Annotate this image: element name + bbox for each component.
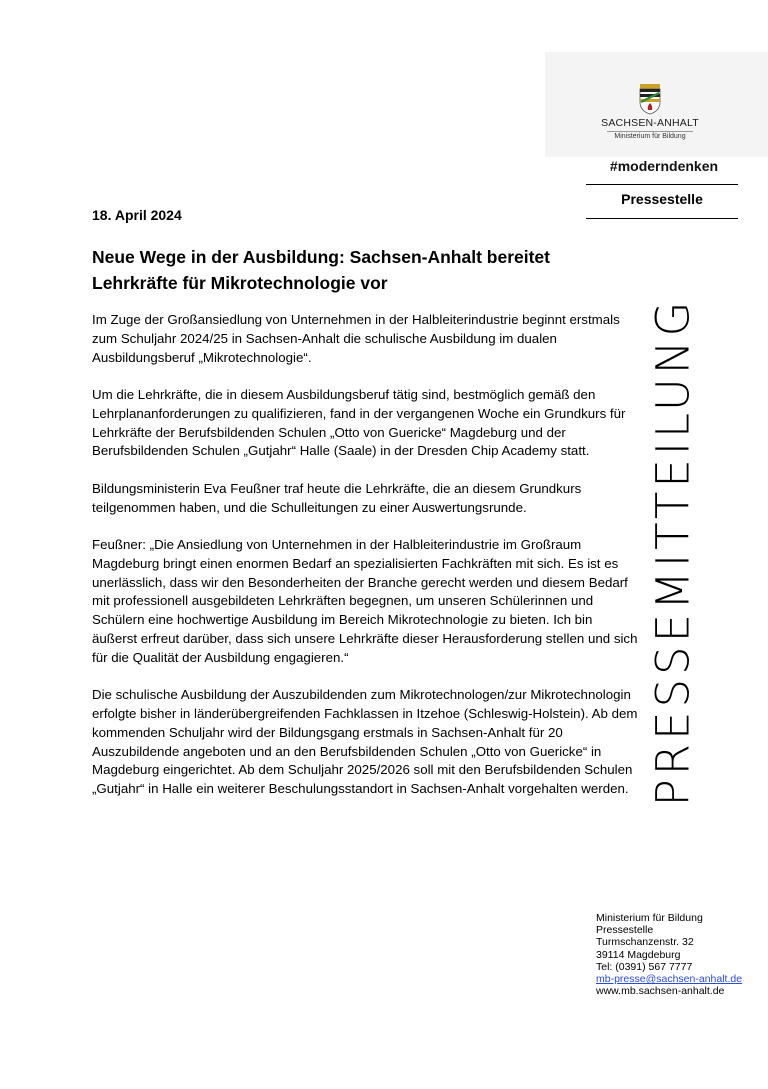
contact-dept: Pressestelle bbox=[596, 924, 654, 937]
paragraph: Die schulische Ausbildung der Auszubildenden zum Mikrotechnologen/zur Mikrotechnologin erfolgte bisher in länderübergreifenden Fachklassen in Itzehoe (Schleswig-Holstein). Ab dem kommenden Schuljahr wird der Bildungsgang erstmals in Sachsen-Anhalt für 20 Auszubildende angeboten und an den Berufsbildenden Schulen „Otto von Guericke“ in Magdeburg eingerichtet. Ab dem Schuljahr 2025/2026 soll mit den Berufsbildenden Schulen „Gutjahr“ in Halle ein weiterer Beschulungsstandort in Sachsen-Anhalt vorgehalten werden. bbox=[92, 687, 638, 797]
divider-top bbox=[586, 184, 738, 185]
contact-street: Turmschanzenstr. 32 bbox=[596, 936, 694, 949]
coat-of-arms-icon bbox=[638, 84, 662, 114]
headline bbox=[92, 244, 612, 296]
logo-divider bbox=[607, 131, 693, 132]
logo-subtitle: Ministerium für Bildung bbox=[614, 133, 686, 140]
paragraph: Um die Lehrkräfte, die in diesem Ausbildungsberuf tätig sind, bestmöglich gemäß den Lehrplananforderungen zu qualifizieren, fand in der vergangenen Woche ein Grundkurs für Lehrkräfte der Berufsbildenden Schulen „Otto von Guericke“ Magdeburg und der Berufsbildenden Schulen „Gutjahr“ Halle (Saale) in der Dresden Chip Academy statt. bbox=[92, 386, 626, 459]
paragraph: Bildungsministerin Eva Feußner traf heute die Lehrkräfte, die an diesem Grundkurs teilgenommen haben, und die Schulleitungen zu einer Auswertungsrunde. bbox=[92, 480, 582, 515]
body-text bbox=[92, 311, 638, 818]
contact-city: 39114 Magdeburg bbox=[596, 948, 681, 961]
paragraph: Im Zuge der Großansiedlung von Unternehmen in der Halbleiterindustrie beginnt erstmals zum Schuljahr 2024/25 in Sachsen-Anhalt die schulische Ausbildung im dualen Ausbildungsberuf „Mikrotechnologie“. bbox=[92, 312, 620, 365]
headline-line-2: Lehrkräfte für Mikrotechnologie vor bbox=[92, 273, 388, 293]
logo-name: SACHSEN-ANHALT bbox=[601, 117, 699, 129]
hashtag: #moderndenken bbox=[609, 158, 719, 174]
headline-line-1: Neue Wege in der Ausbildung: Sachsen-Anhalt bereitet bbox=[92, 247, 550, 267]
contact-phone: Tel: (0391) 567 7777 bbox=[596, 960, 693, 973]
contact-web[interactable]: www.mb.sachsen-anhalt.de bbox=[596, 985, 725, 998]
contact-block bbox=[596, 912, 742, 997]
side-label: PRESSEMITTEILUNG bbox=[646, 297, 700, 807]
contact-org: Ministerium für Bildung bbox=[596, 912, 703, 924]
office-label: Pressestelle bbox=[621, 191, 703, 207]
side-label-wrap bbox=[646, 246, 700, 858]
divider-bottom bbox=[586, 218, 738, 219]
contact-email-link[interactable]: mb-presse@sachsen-anhalt.de bbox=[596, 973, 743, 986]
paragraph: Feußner: „Die Ansiedlung von Unternehmen in der Halbleiterindustrie im Großraum Magdeburg bringt einen enormen Bedarf an spezialisierten Fachkräften mit sich. Es ist es unerlässlich, dass wir den Besonderheiten der Branche gerecht werden und diesem Bedarf mit professionell ausgebildeten Lehrkräften begegnen, um unseren Schülerinnen und Schülern eine hochwertige Ausbildung im Bereich Mikrotechnologie zu bieten. Ich bin äußerst erfreut darüber, dass sich unsere Lehrkräfte dieser Herausforderung stellen und sich für die Qualität der Ausbildung engagieren.“ bbox=[92, 536, 638, 665]
press-date: 18. April 2024 bbox=[92, 207, 182, 223]
